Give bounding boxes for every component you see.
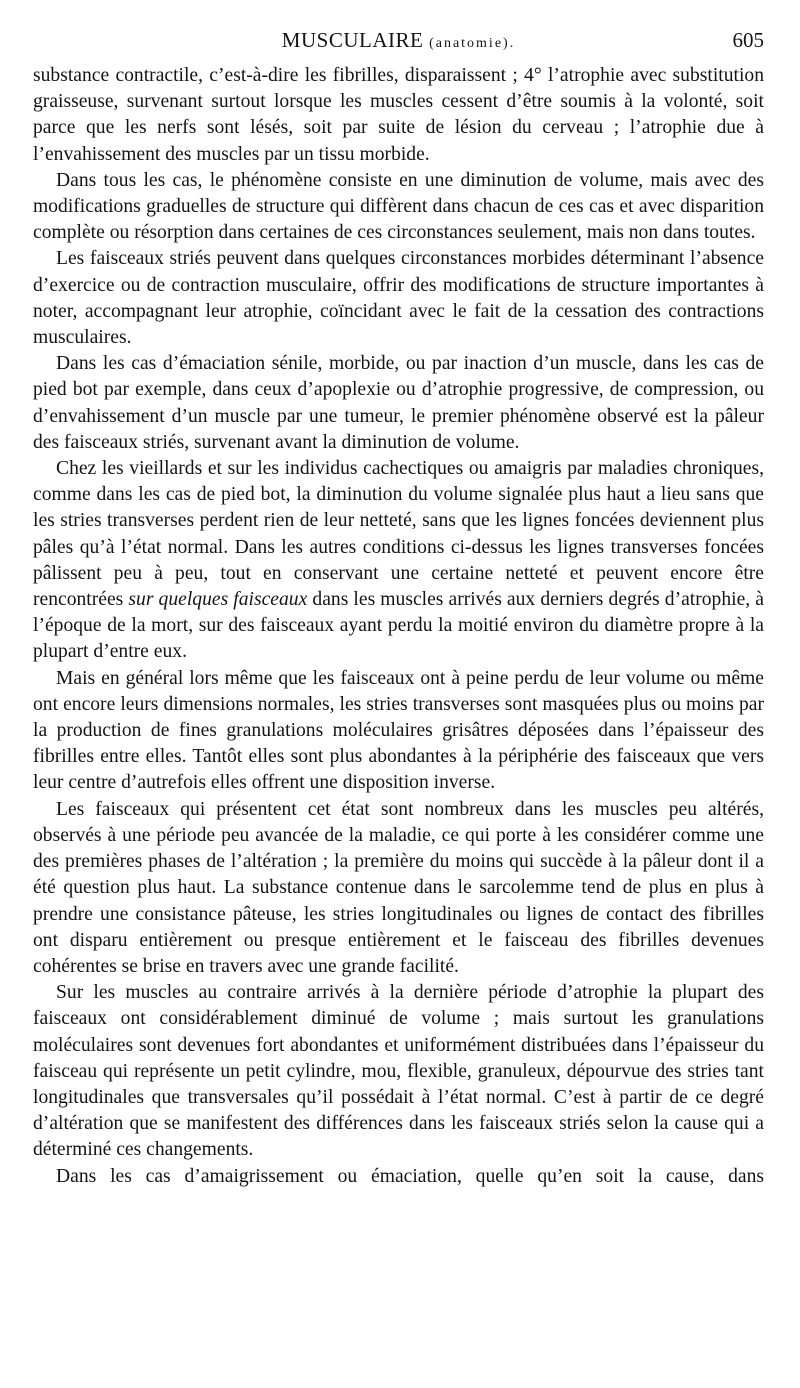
paragraph-3-text: Les faisceaux striés peuvent dans quelques circonstances morbides déterminant l’absence d’exercice ou de contraction musculaire, offrir des modifications de structure importantes à noter, accompagnant leur atrophie, coïncidant avec le fait de la cessation des contractions musculaires.: [33, 248, 764, 349]
paragraph-6-text: Mais en général lors même que les faisceaux ont à peine perdu de leur volume ou même ont encore leurs dimensions normales, les stries transverses sont masquées plus ou moins par la production de fines granulations moléculaires grisâtres déposées dans l’épaisseur des fibrilles entre elles. Tantôt elles sont plus abondantes à la périphérie des faisceaux que vers leur centre d’autrefois elles offrent une disposition inverse.: [33, 667, 764, 794]
paragraph-9-text: Dans les cas d’amaigrissement ou émaciation, quelle qu’en soit la cause, dans: [56, 1165, 764, 1187]
running-header: [33, 28, 764, 58]
paragraph-6: [33, 666, 764, 797]
paragraph-4: [33, 351, 764, 456]
paragraph-9: [33, 1164, 764, 1190]
paragraph-8-text: Sur les muscles au contraire arrivés à la dernière période d’atrophie la plupart des faisceaux ont considérablement diminué de volume ; mais surtout les granulations moléculaires sont devenues fort abondantes et uniformément distribuées dans l’épaisseur du faisceau qui représente un petit cylindre, mou, flexible, granuleux, dépourvue des stries tant longitudinales que transversales qu’il possédait à l’état normal. C’est à partir de ce degré d’altération que se manifestent des différences dans les faisceaux striés selon la cause qui a déterminé ces changements.: [33, 982, 764, 1161]
paragraph-1-text: substance contractile, c’est-à-dire les fibrilles, disparaissent ; 4° l’atrophie avec substitution graisseuse, survenant surtout lorsque les muscles cessent d’être soumis à la volonté, soit parce que les nerfs sont lésés, soit par suite de lésion du cerveau ; l’atrophie due à l’envahissement des muscles par un tissu morbide.: [33, 65, 764, 165]
paragraph-4-text: Dans les cas d’émaciation sénile, morbide, ou par inaction d’un muscle, dans les cas de pied bot par exemple, dans ceux d’apoplexie ou d’atrophie progressive, de compression, ou d’envahissement d’un muscle par une tumeur, le premier phénomène observé est la pâleur des faisceaux striés, survenant avant la diminution de volume.: [33, 353, 764, 453]
running-title-main: MUSCULAIRE: [281, 28, 424, 52]
paragraph-5: [33, 456, 764, 666]
page-number: 605: [732, 28, 764, 52]
paragraph-8: [33, 980, 764, 1163]
paragraph-5-text-after: dans les muscles arrivés aux derniers degrés d’atrophie, à l’époque de la mort, sur des faisceaux ayant perdu la moitié environ du diamètre propre à la plupart d’entre eux.: [33, 589, 764, 663]
paragraph-2: [33, 168, 764, 247]
paragraph-3: [33, 246, 764, 351]
paragraph-7: [33, 797, 764, 980]
running-title-sub: (anatomie).: [429, 36, 516, 51]
paragraph-5-text-before: Chez les vieillards et sur les individus cachectiques ou amaigris par maladies chroniques, comme dans les cas de pied bot, la diminution du volume signalée plus haut a lieu sans que les stries transverses perdent rien de leur netteté, sans que les lignes foncées deviennent plus pâles qu’à l’état normal. Dans les autres conditions ci-dessus les lignes transverses foncées pâlissent peu à peu, tout en conservant une certaine netteté et peuvent encore être rencontrées: [33, 458, 764, 611]
running-title: [33, 28, 764, 53]
paragraph-5-text-italic: sur quelques faisceaux: [128, 589, 308, 611]
paragraph-7-text: Les faisceaux qui présentent cet état sont nombreux dans les muscles peu altérés, observés à une période peu avancée de la maladie, ce qui porte à les considérer comme une des premières phases de l’altération ; la première du moins qui succède à la pâleur dont il a été question plus haut. La substance contenue dans le sarcolemme tend de plus en plus à prendre une consistance pâteuse, les stries longitudinales ou lignes de contact des fibrilles ont disparu entièrement ou presque entièrement et le faisceau des fibrilles devenues cohérentes se brise en travers avec une grande facilité.: [33, 798, 764, 977]
paragraph-1: [33, 63, 764, 168]
paragraph-2-text: Dans tous les cas, le phénomène consiste en une diminution de volume, mais avec des modifications graduelles de structure qui diffèrent dans chacun de ces cas et avec disparition complète ou résorption dans certaines de ces circonstances seulement, mais non dans toutes.: [33, 169, 764, 244]
body-text: [33, 63, 764, 1190]
